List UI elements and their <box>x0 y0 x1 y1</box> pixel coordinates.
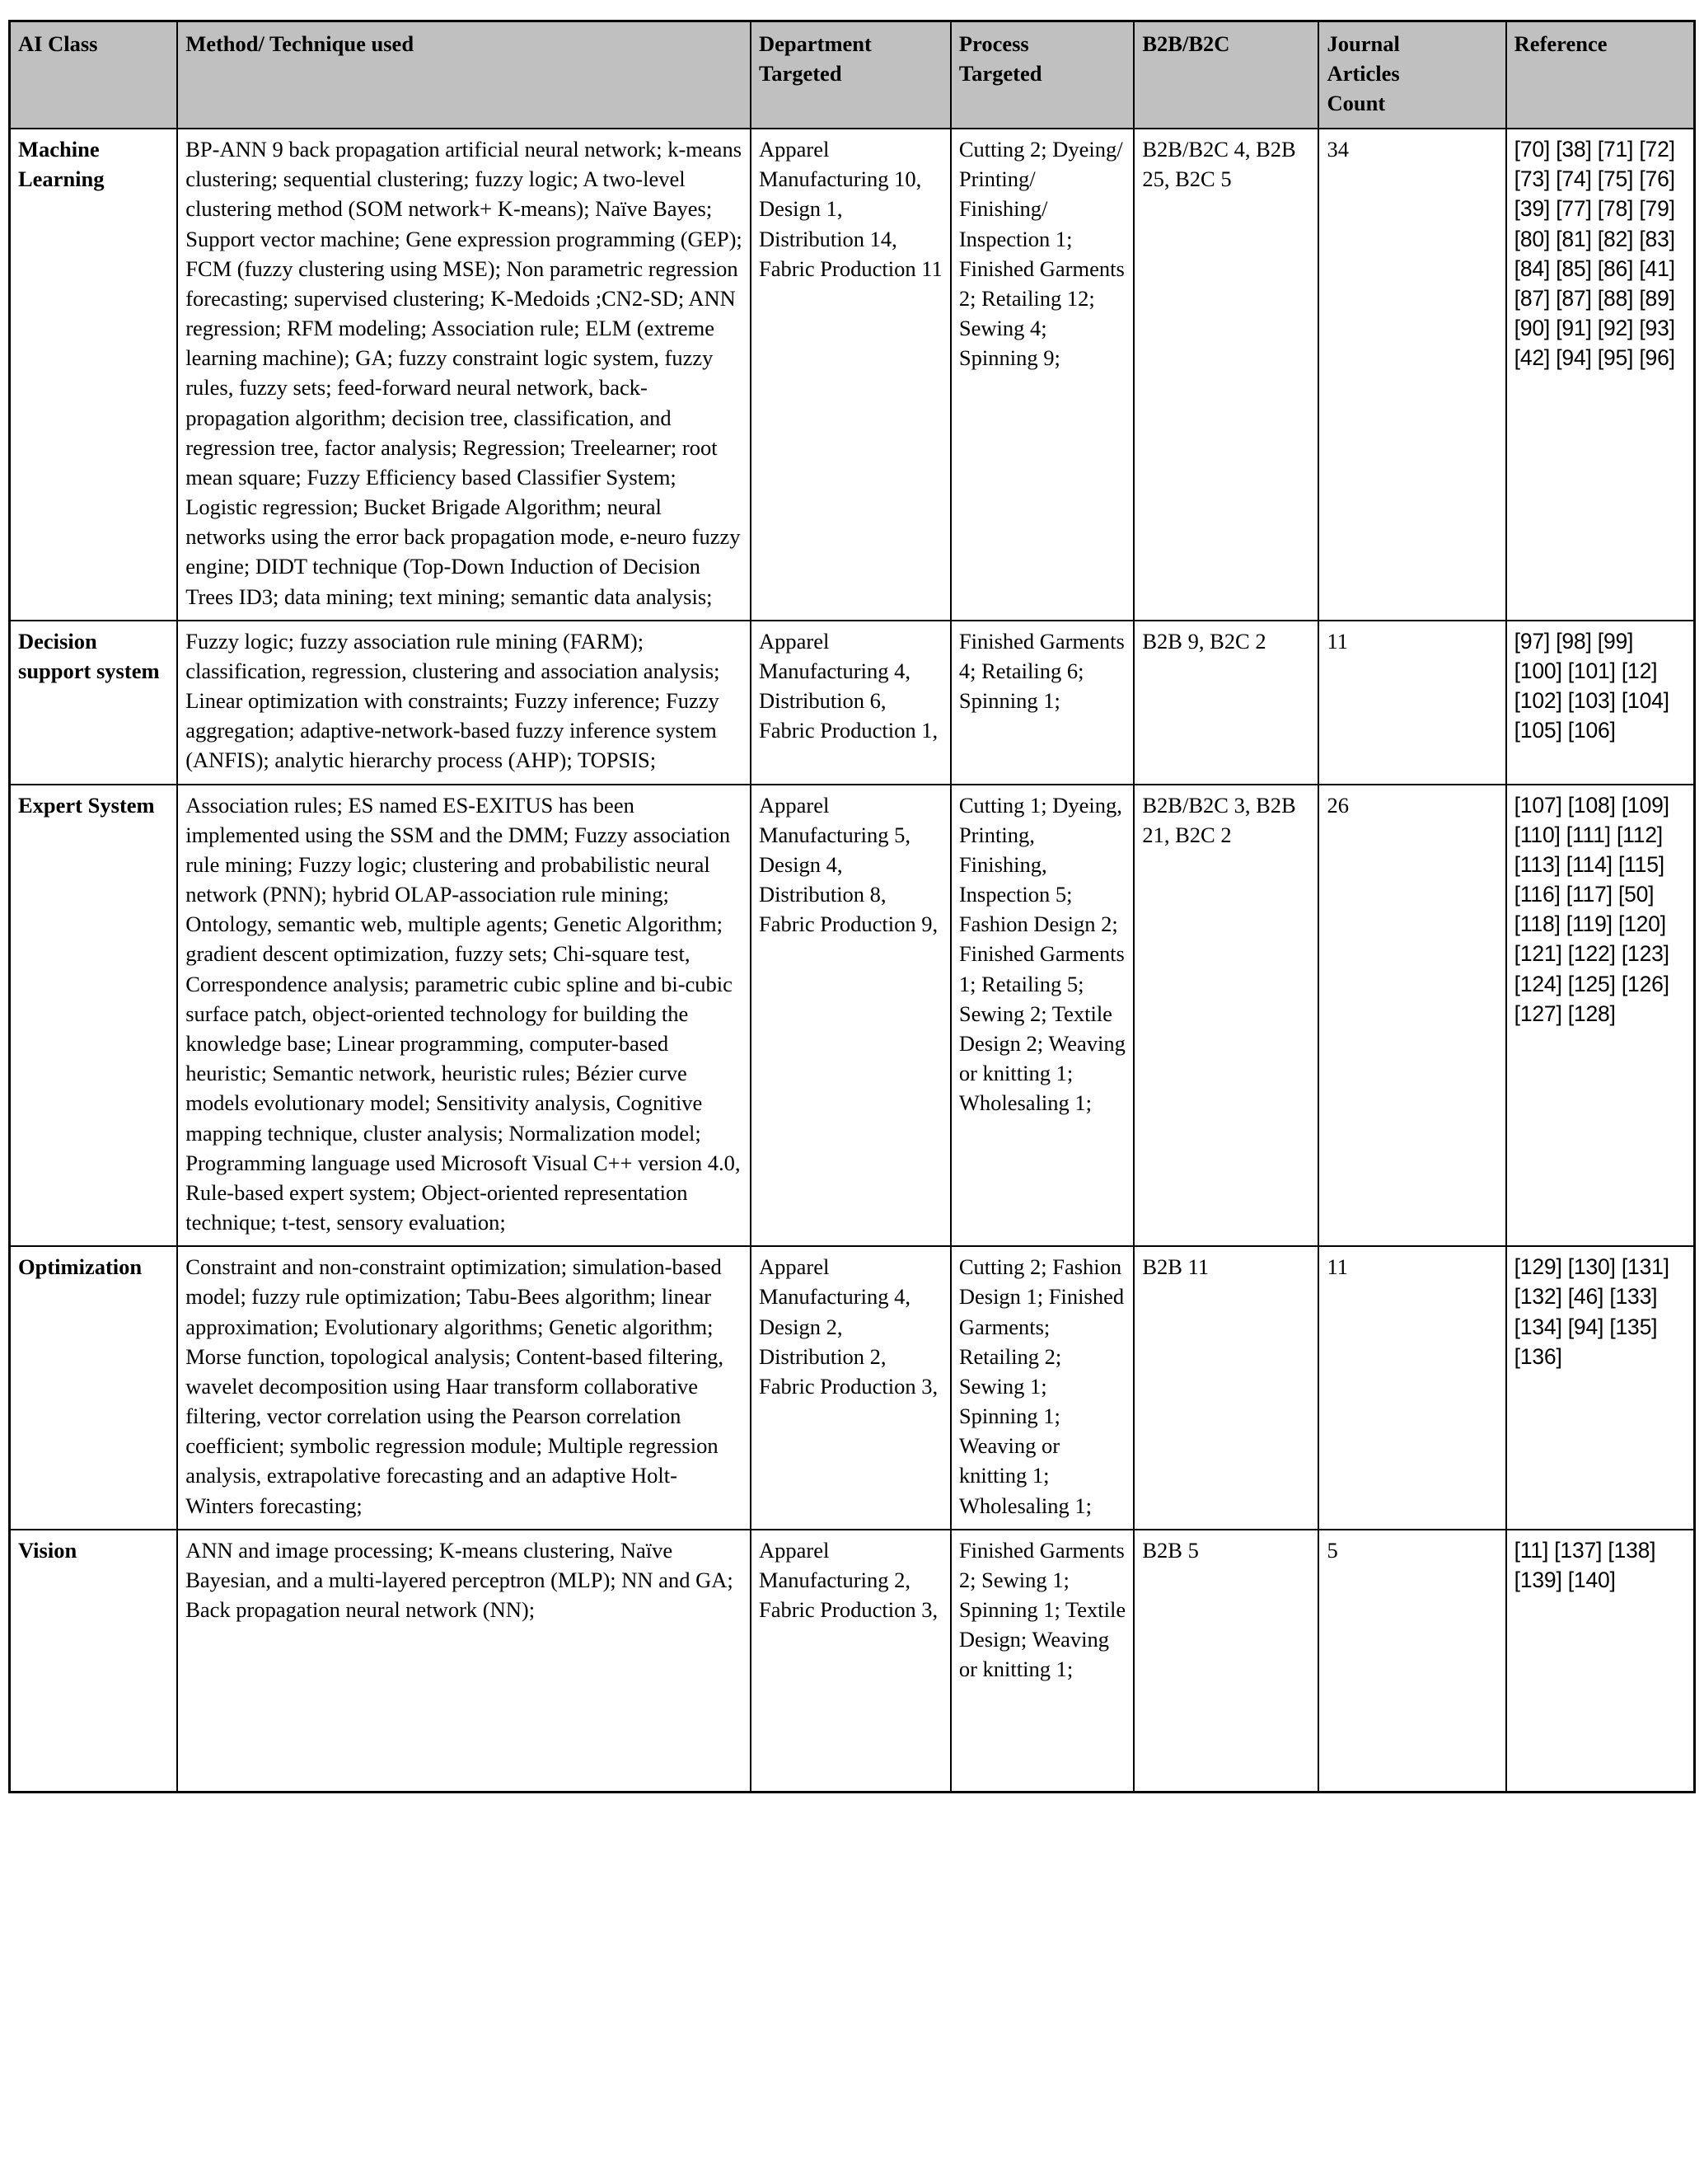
column-header-b2b-b2c <box>1134 21 1318 129</box>
cell-method: Fuzzy logic; fuzzy association rule mining (FARM); classification, regression, clustering and association analysis; Linear optimization with constraints; Fuzzy inference; Fuzzy aggregation; adaptive-network-based fuzzy inference system (ANFIS); analytic hierarchy process (AHP); TOPSIS; <box>177 621 751 785</box>
header-line: Method/ Technique used <box>185 31 414 56</box>
cell-process-targeted: Finished Garments 2; Sewing 1; Spinning 1; Textile Design; Weaving or knitting 1; <box>951 1530 1135 1793</box>
cell-method: Association rules; ES named ES-EXITUS has been implemented using the SSM and the DMM; Fuzzy association rule mining; Fuzzy logic; clustering and probabilistic neural network (PNN); hybrid OLAP-association rule mining; Ontology, semantic web, multiple agents; Genetic Algorithm; gradient descent optimization, fuzzy sets; Chi-square test, Correspondence analysis; parametric cubic spline and bi-cubic surface patch, object-oriented technology for building the knowledge base; Linear programming, computer-based heuristic; Semantic network, heuristic rules; Bézier curve models evolutionary model; Sensitivity analysis, Cognitive mapping technique, cluster analysis; Normalization model; Programming language used Microsoft Visual C++ version 4.0, Rule-based expert system; Object-oriented representation technique; t-test, sensory evaluation; <box>177 785 751 1247</box>
header-line: Process <box>958 31 1029 56</box>
cell-b2b-b2c: B2B 11 <box>1134 1246 1318 1530</box>
cell-process-targeted: Finished Garments 4; Retailing 6; Spinning 1; <box>951 621 1135 785</box>
cell-process-targeted: Cutting 2; Fashion Design 1; Finished Garments; Retailing 2; Sewing 1; Spinning 1; Weaving or knitting 1; Wholesaling 1; <box>951 1246 1135 1530</box>
cell-method: ANN and image processing; K-means clustering, Naïve Bayesian, and a multi-layered perceptron (MLP); NN and GA; Back propagation neural network (NN); <box>177 1530 751 1793</box>
cell-ai-class: Machine Learning <box>10 129 178 621</box>
table-row <box>10 129 1695 621</box>
column-header-process-targeted <box>951 21 1135 129</box>
cell-ai-class: Optimization <box>10 1246 178 1530</box>
cell-department-targeted: Apparel Manufacturing 5, Design 4, Distribution 8, Fabric Production 9, <box>751 785 951 1247</box>
header-line: Count <box>1327 91 1386 116</box>
column-header-journal-articles-count <box>1318 21 1505 129</box>
cell-department-targeted: Apparel Manufacturing 4, Design 2, Distribution 2, Fabric Production 3, <box>751 1246 951 1530</box>
cell-reference: [107] [108] [109] [110] [111] [112] [113] [114] [115] [116] [117] [50] [118] [119] [120] [121] [122] [123] [124] [125] [126] [127] [128] <box>1506 785 1695 1247</box>
column-header-reference <box>1506 21 1695 129</box>
cell-journal-articles-count: 5 <box>1318 1530 1505 1793</box>
column-header-method <box>177 21 751 129</box>
cell-process-targeted: Cutting 2; Dyeing/ Printing/ Finishing/ Inspection 1; Finished Garments 2; Retailing 12; Sewing 4; Spinning 9; <box>951 129 1135 621</box>
header-line: Reference <box>1514 31 1608 56</box>
header-row <box>10 21 1695 129</box>
cell-b2b-b2c: B2B/B2C 4, B2B 25, B2C 5 <box>1134 129 1318 621</box>
table-row <box>10 1530 1695 1793</box>
cell-department-targeted: Apparel Manufacturing 2, Fabric Production 3, <box>751 1530 951 1793</box>
header-line: B2B/B2C <box>1142 31 1230 56</box>
table-row <box>10 1246 1695 1530</box>
cell-ai-class: Expert System <box>10 785 178 1247</box>
header-line: AI Class <box>18 31 98 56</box>
table-row <box>10 785 1695 1247</box>
column-header-department-targeted <box>751 21 951 129</box>
cell-b2b-b2c: B2B 5 <box>1134 1530 1318 1793</box>
cell-reference: [97] [98] [99] [100] [101] [12] [102] [103] [104] [105] [106] <box>1506 621 1695 785</box>
cell-journal-articles-count: 26 <box>1318 785 1505 1247</box>
cell-ai-class: Decision support system <box>10 621 178 785</box>
column-header-ai-class <box>10 21 178 129</box>
header-line: Journal <box>1327 31 1400 56</box>
table-body <box>10 129 1695 1792</box>
cell-method: Constraint and non-constraint optimization; simulation-based model; fuzzy rule optimization; Tabu-Bees algorithm; linear approximation; Evolutionary algorithms; Genetic algorithm; Morse function, topological analysis; Content-based filtering, wavelet decomposition using Haar transform collaborative filtering, vector correlation using the Pearson correlation coefficient; symbolic regression module; Multiple regression analysis, extrapolative forecasting and an adaptive Holt-Winters forecasting; <box>177 1246 751 1530</box>
cell-journal-articles-count: 34 <box>1318 129 1505 621</box>
table-header <box>10 21 1695 129</box>
header-line: Department <box>758 31 872 56</box>
table-row <box>10 621 1695 785</box>
header-line: Articles <box>1327 61 1400 87</box>
ai-class-summary-table <box>8 20 1696 1793</box>
cell-b2b-b2c: B2B 9, B2C 2 <box>1134 621 1318 785</box>
header-line: Targeted <box>758 61 842 87</box>
cell-process-targeted: Cutting 1; Dyeing, Printing, Finishing, Inspection 5; Fashion Design 2; Finished Garments 1; Retailing 5; Sewing 2; Textile Design 2; Weaving or knitting 1; Wholesaling 1; <box>951 785 1135 1247</box>
cell-ai-class: Vision <box>10 1530 178 1793</box>
cell-reference: [11] [137] [138] [139] [140] <box>1506 1530 1695 1793</box>
cell-b2b-b2c: B2B/B2C 3, B2B 21, B2C 2 <box>1134 785 1318 1247</box>
cell-reference: [70] [38] [71] [72] [73] [74] [75] [76] [39] [77] [78] [79] [80] [81] [82] [83] [84] [85] [86] [41] [87] [87] [88] [89] [90] [91] [92] [93] [42] [94] [95] [96] <box>1506 129 1695 621</box>
cell-department-targeted: Apparel Manufacturing 4, Distribution 6, Fabric Production 1, <box>751 621 951 785</box>
cell-journal-articles-count: 11 <box>1318 1246 1505 1530</box>
cell-reference: [129] [130] [131] [132] [46] [133] [134] [94] [135] [136] <box>1506 1246 1695 1530</box>
cell-method: BP-ANN 9 back propagation artificial neural network; k-means clustering; sequential clustering; fuzzy logic; A two-level clustering method (SOM network+ K-means); Naïve Bayes; Support vector machine; Gene expression programming (GEP); FCM (fuzzy clustering using MSE); Non parametric regression forecasting; supervised clustering; K-Medoids ;CN2-SD; ANN regression; RFM modeling; Association rule; ELM (extreme learning machine); GA; fuzzy constraint logic system, fuzzy rules, fuzzy sets; feed-forward neural network, back-propagation algorithm; decision tree, classification, and regression tree, factor analysis; Regression; Treelearner; root mean square; Fuzzy Efficiency based Classifier System; Logistic regression; Bucket Brigade Algorithm; neural networks using the error back propagation mode, e-neuro fuzzy engine; DIDT technique (Top-Down Induction of Decision Trees ID3; data mining; text mining; semantic data analysis; <box>177 129 751 621</box>
cell-journal-articles-count: 11 <box>1318 621 1505 785</box>
cell-department-targeted: Apparel Manufacturing 10, Design 1, Distribution 14, Fabric Production 11 <box>751 129 951 621</box>
header-line: Targeted <box>958 61 1042 87</box>
